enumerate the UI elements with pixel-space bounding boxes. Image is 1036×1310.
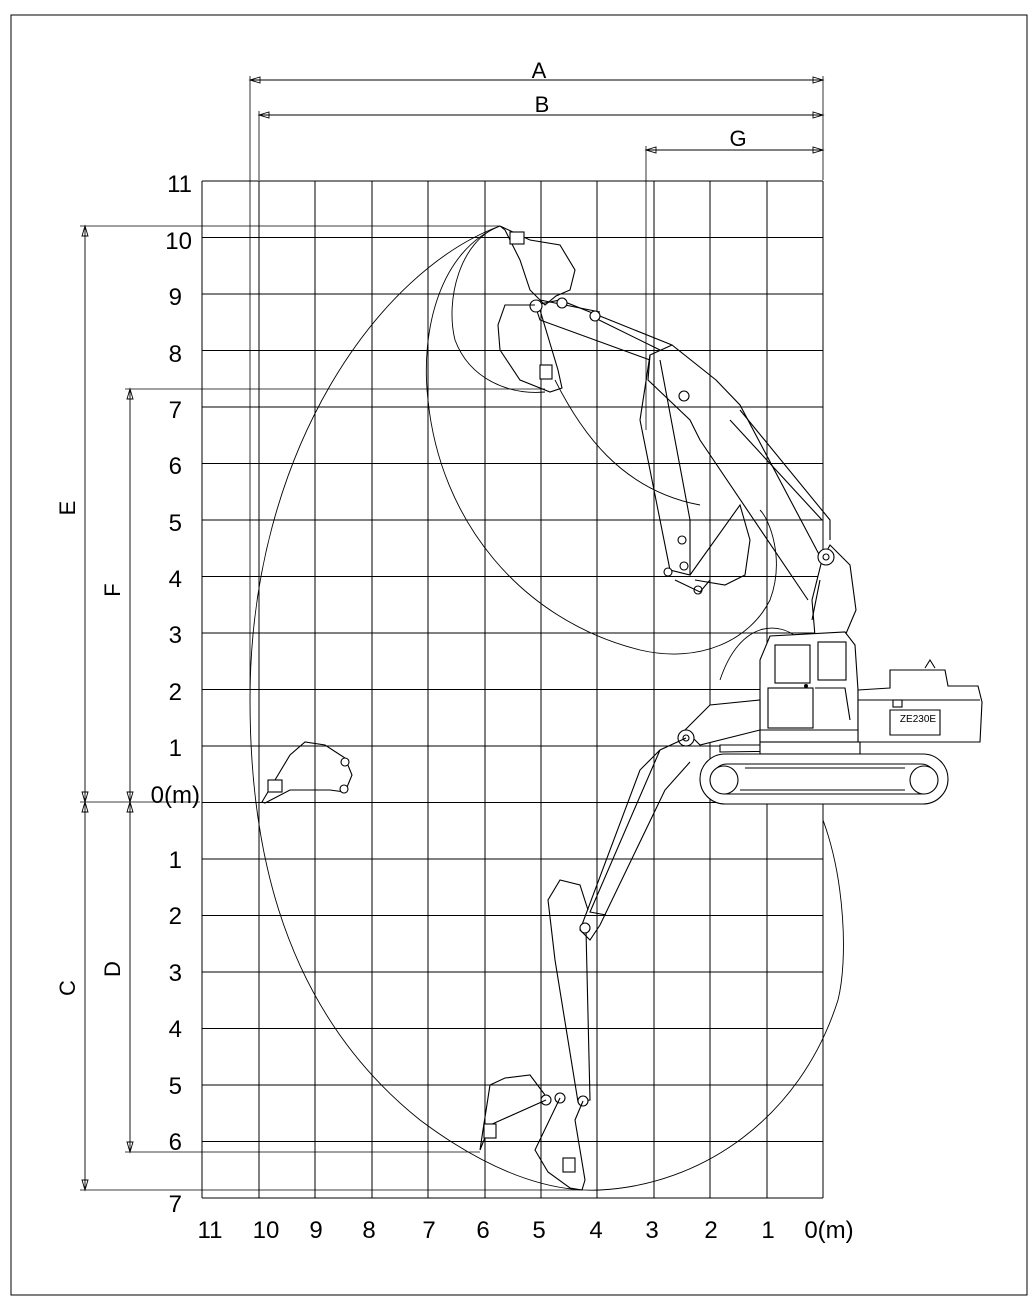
x-tick: 8 bbox=[362, 1217, 376, 1244]
x-axis-ticks bbox=[198, 1217, 854, 1244]
x-tick: 0(m) bbox=[804, 1217, 854, 1244]
bucket-ground-reach bbox=[262, 742, 352, 803]
boom-lowered bbox=[480, 738, 690, 1190]
dim-label-a: A bbox=[531, 58, 547, 83]
x-tick: 7 bbox=[422, 1217, 436, 1244]
y-tick: 4 bbox=[168, 566, 182, 593]
x-tick: 2 bbox=[704, 1217, 718, 1244]
y-tick: 11 bbox=[167, 171, 192, 198]
model-label: ZE230E bbox=[899, 714, 937, 725]
y-tick: 2 bbox=[168, 679, 182, 706]
y-tick: 5 bbox=[168, 1073, 182, 1100]
y-tick: 10 bbox=[165, 228, 192, 255]
y-tick: 4 bbox=[168, 1016, 182, 1043]
x-tick: 9 bbox=[309, 1217, 323, 1244]
dim-label-e: E bbox=[55, 500, 80, 516]
x-tick: 6 bbox=[476, 1217, 490, 1244]
metric-grid bbox=[202, 181, 823, 1198]
y-tick: 6 bbox=[168, 453, 182, 480]
y-tick: 1 bbox=[168, 847, 182, 874]
y-tick: 3 bbox=[168, 622, 182, 649]
y-tick: 2 bbox=[168, 903, 182, 930]
x-tick: 11 bbox=[197, 1217, 223, 1244]
dim-label-d: D bbox=[100, 961, 125, 977]
dim-label-g: G bbox=[729, 126, 747, 151]
y-tick: 3 bbox=[168, 960, 182, 987]
y-tick: 9 bbox=[168, 284, 182, 311]
y-tick: 0(m) bbox=[150, 782, 200, 809]
y-tick: 7 bbox=[168, 397, 182, 424]
dim-label-f: F bbox=[100, 583, 125, 597]
x-tick: 1 bbox=[761, 1217, 775, 1244]
y-tick: 7 bbox=[168, 1191, 182, 1218]
dim-label-c: C bbox=[55, 980, 80, 996]
y-axis-ticks-above bbox=[151, 171, 200, 809]
x-tick: 10 bbox=[252, 1217, 280, 1244]
boom-raised bbox=[498, 226, 856, 636]
dim-label-b: B bbox=[534, 92, 550, 117]
y-axis-ticks-below bbox=[169, 847, 182, 1218]
x-tick: 4 bbox=[589, 1217, 603, 1244]
y-tick: 5 bbox=[168, 510, 182, 537]
y-tick: 1 bbox=[168, 735, 182, 762]
page-frame bbox=[11, 15, 1027, 1295]
x-tick: 5 bbox=[532, 1217, 546, 1244]
x-tick: 3 bbox=[645, 1217, 659, 1244]
y-tick: 8 bbox=[168, 341, 182, 368]
y-tick: 6 bbox=[168, 1129, 182, 1156]
excavator-body bbox=[678, 632, 982, 804]
